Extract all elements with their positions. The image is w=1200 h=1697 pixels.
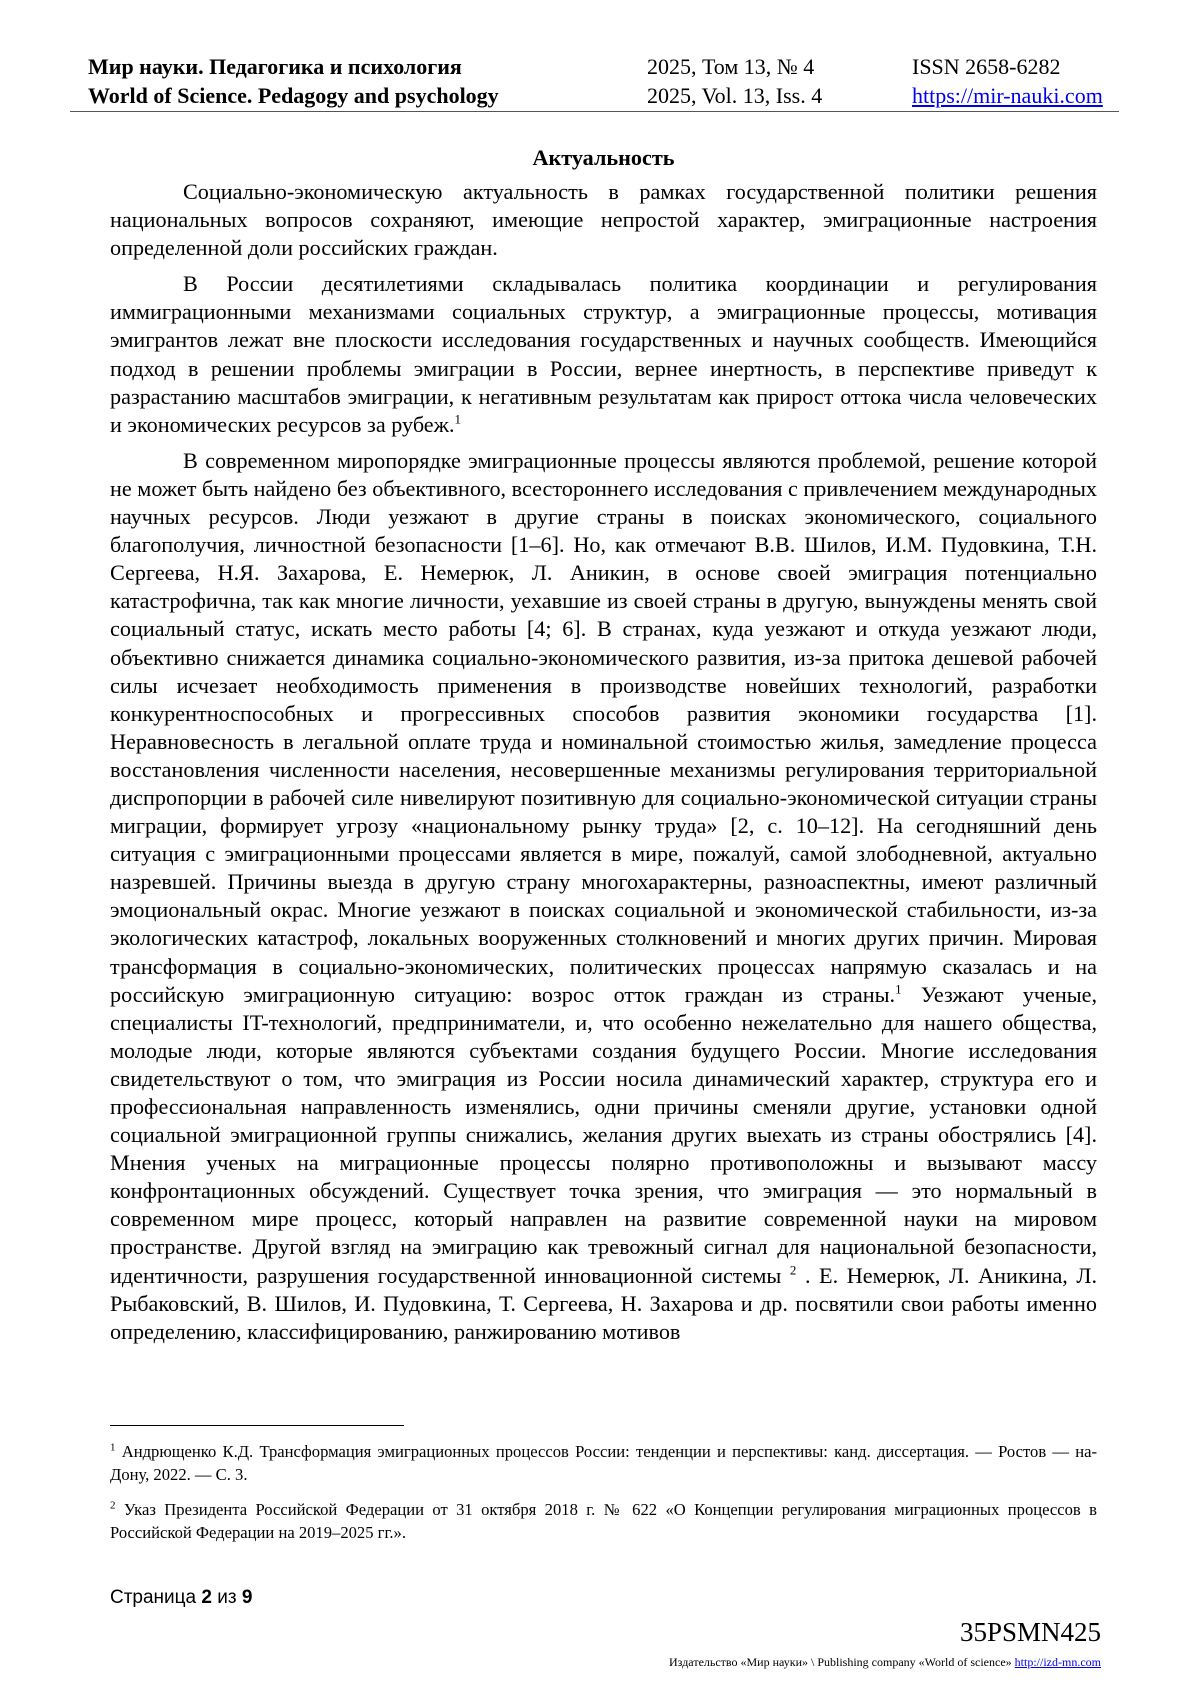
publisher-line: Издательство «Мир науки» \ Publishing company «World of science» http://izd-mn.com xyxy=(669,1655,1101,1669)
article-body xyxy=(110,144,1097,1354)
journal-title-ru: Мир науки. Педагогика и психология xyxy=(88,54,462,79)
journal-site-link[interactable]: https://mir-nauki.com xyxy=(912,83,1103,108)
issn-block xyxy=(912,52,1103,110)
footnote-number: 1 xyxy=(110,1441,116,1454)
footnotes xyxy=(110,1440,1097,1556)
article-code: 35PSMN425 xyxy=(959,1617,1101,1647)
paragraph: Социально-экономическую актуальность в рамках государственной политики решения национальных вопросов сохраняют, имеющие непростой характер, эмиграционные настроения определенной доли российских граждан. xyxy=(110,179,1097,261)
publisher-link[interactable]: http://izd-mn.com xyxy=(1014,1655,1101,1669)
footnote-text: Андрющенко К.Д. Трансформация эмиграционных процессов России: тенденции и перспективы: канд. диссертация. — Ростов — на-Дону, 2022. — С. 3. xyxy=(110,1442,1098,1484)
footnote-ref[interactable]: 1 xyxy=(895,981,902,997)
footnote-separator xyxy=(110,1425,404,1426)
journal-header xyxy=(70,52,1120,114)
journal-title-en: World of Science. Pedagogy and psychology xyxy=(88,83,499,108)
footnote-ref[interactable]: 1 xyxy=(454,411,462,427)
issue-ru: 2025, Том 13, № 4 xyxy=(647,54,815,79)
section-heading: Актуальность xyxy=(532,145,675,170)
issn: ISSN 2658-6282 xyxy=(912,54,1061,79)
issue-block xyxy=(647,52,822,110)
footnote-ref[interactable]: 2 xyxy=(789,1262,797,1278)
journal-title-block xyxy=(88,52,499,110)
issue-en: 2025, Vol. 13, Iss. 4 xyxy=(647,83,823,108)
footnote xyxy=(110,1440,1097,1486)
page-counter: Страница 2 из 9 xyxy=(110,1587,253,1608)
paragraph: В современном миропорядке эмиграционные процессы являются проблемой, решение которой не может быть найдено без объективного, всестороннего исследования с привлечением международных научных ресурсов. Люди уезжают в другие страны в поисках экономического, социального благополучия, личностной безопасности [1–6]. Но, как отмечают В.В. Шилов, И.М. Пудовкина, Т.Н. Сергеева, Н.Я. Захарова, Е. Немерюк, Л. Аникин, в основе своей эмиграция потенциально катастрофична, так как многие личности, уехавшие из своей страны в другую, вынуждены менять свой социальный статус, искать место работы [4; 6]. В странах, куда уезжают и откуда уезжают люди, объективно снижается динамика социально-экономического развития, из-за притока дешевой рабочей силы исчезает необходимость применения в производстве новейших технологий, разработки конкурентноспособных и прогрессивных способов развития экономики государства [1]. Неравновесность в легальной оплате труда и номинальной стоимостью жилья, замедление процесса восстановления численности населения, несовершенные механизмы регулирования территориальной диспропорции в рабочей силе нивелируют позитивную для социально-экономической ситуации страны миграции, формирует угрозу «национальному рынку труда» [2, с. 10–12]. На сегодняшний день ситуация с эмиграционными процессами является в мире, пожалуй, самой злободневной, актуально назревшей. Причины выезда в другую страну многохарактерны, разноаспектны, имеют различный эмоциональный окрас. Многие уезжают в поисках социальной и экономической стабильности, из-за экологических катастроф, локальных вооруженных столкновений и многих других причин. Мировая трансформация в социально-экономических, политических процессах напрямую сказалась и на российскую эмиграционную ситуацию: возрос отток граждан из страны.$^1$ Уезжают ученые, специалисты IT-технологий, предприниматели, и, что особенно нежелательно для нашего общества, молодые люди, которые являются субъектами создания будущего России. Многие исследования свидетельствуют о том, что эмиграция из России носила динамический характер, структура его и профессиональная направленность изменялись, одни причины сменяли другие, установки одной социальной эмиграционной группы снижались, желания других выехать из страны обострялись [4]. Мнения ученых на миграционные процессы полярно противоположны и вызывают массу конфронтационных обсуждений. Существует точка зрения, что эмиграция — это нормальный в современном мире процесс, который направлен на развитие современной науки на мировом пространстве. Другой взгляд на эмиграцию как тревожный сигнал для национальной безопасности, идентичности, разрушения государственной инновационной системы $^2$ . Е. Немерюк, Л. Аникина, Л. Рыбаковский, В. Шилов, И. Пудовкина, Т. Сергеева, Н. Захарова и др. посвятили свои работы именно определению, классифицированию, ранжированию мотивов xyxy=(110,447,1098,1344)
total-pages: 9 xyxy=(241,1587,253,1608)
header-divider xyxy=(70,111,1119,112)
footnote-number: 2 xyxy=(110,1499,116,1512)
footnote-text: Указ Президента Российской Федерации от 31 октября 2018 г. № 622 «О Концепции регулирования миграционных процессов в Российской Федерации на 2019–2025 гг.». xyxy=(110,1500,1097,1542)
paragraph: В России десятилетиями складывалась политика координации и регулирования иммиграционными механизмами социальных структур, а эмиграционные процессы, мотивация эмигрантов лежат вне плоскости исследования государственных и научных сообществ. Имеющийся подход в решении проблемы эмиграции в России, вернее инертность, в перспективе приведут к разрастанию масштабов эмиграции, к негативным результатам как прирост оттока числа человеческих и экономических ресурсов за рубеж.$^1$ xyxy=(110,271,1097,437)
footnote xyxy=(110,1498,1097,1544)
current-page: 2 xyxy=(201,1587,212,1608)
